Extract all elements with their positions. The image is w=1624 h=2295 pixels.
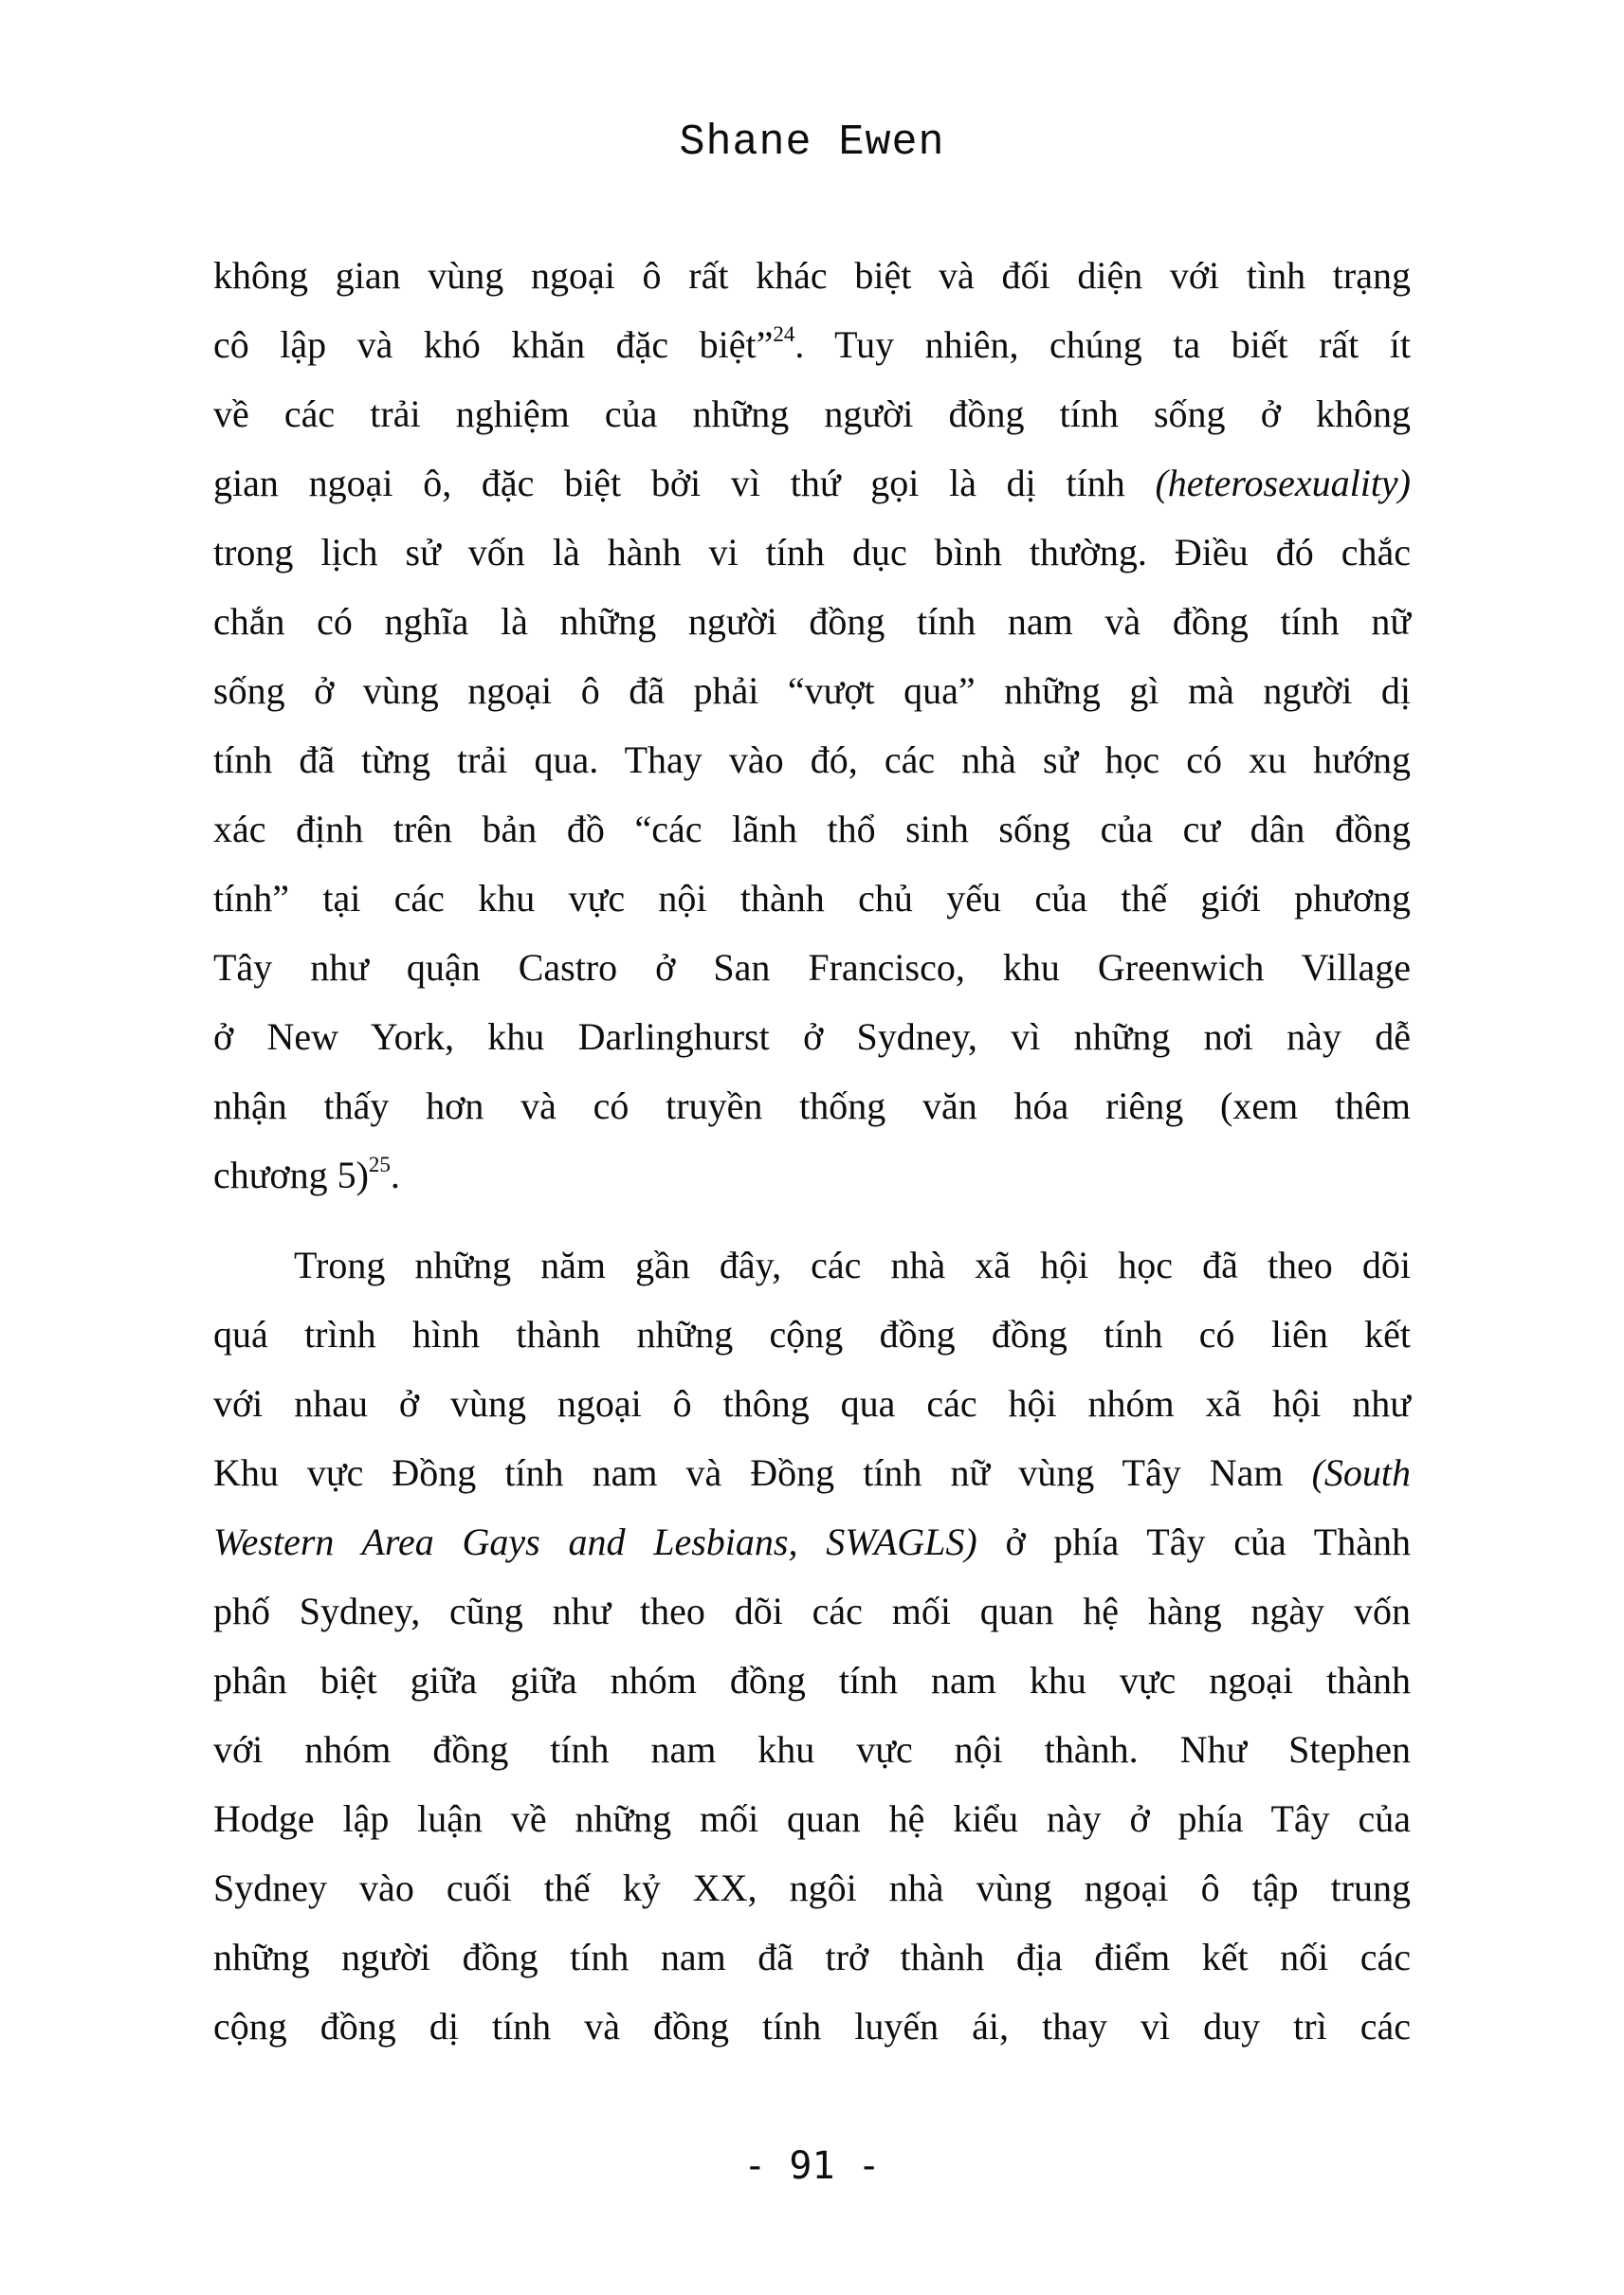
text-segment: tính” tại các khu vực nội thành chủ yếu của thế giới phương <box>213 877 1411 920</box>
page-body-text <box>213 241 1411 2061</box>
paragraph <box>213 241 1411 1210</box>
text-line <box>213 1853 1411 1922</box>
text-line <box>213 1369 1411 1438</box>
text-segment: Hodge lập luận về những mối quan hệ kiểu này ở phía Tây của <box>213 1797 1411 1840</box>
text-line <box>213 864 1411 933</box>
text-segment: về các trải nghiệm của những người đồng tính sống ở không <box>213 392 1411 435</box>
text-line <box>213 794 1411 864</box>
text-segment: ở New York, khu Darlinghurst ở Sydney, vì những nơi này dễ <box>213 1015 1411 1058</box>
footnote-marker: 25 <box>368 1153 391 1176</box>
text-line <box>213 933 1411 1002</box>
footnote-marker: 24 <box>773 322 795 346</box>
text-segment: quá trình hình thành những cộng đồng đồng tính có liên kết <box>213 1313 1411 1356</box>
text-segment: cô lập và khó khăn đặc biệt” <box>213 323 774 366</box>
text-segment: Trong những năm gần đây, các nhà xã hội học đã theo dõi <box>294 1244 1411 1286</box>
text-segment: sống ở vùng ngoại ô đã phải “vượt qua” những gì mà người dị <box>213 669 1411 712</box>
text-segment: nhận thấy hơn và có truyền thống văn hóa riêng (xem thêm <box>213 1084 1411 1127</box>
text-segment: những người đồng tính nam đã trở thành địa điểm kết nối các <box>213 1936 1411 1978</box>
text-line <box>213 1002 1411 1071</box>
text-line <box>213 1576 1411 1646</box>
text-line <box>213 448 1411 518</box>
italic-text: (heterosexuality) <box>1155 462 1411 504</box>
text-line <box>213 241 1411 310</box>
text-segment: . Tuy nhiên, chúng ta biết rất ít <box>794 323 1411 366</box>
text-segment: . <box>390 1154 400 1196</box>
italic-text: Western Area Gays and Lesbians, SWAGLS) <box>213 1521 977 1563</box>
text-segment: gian ngoại ô, đặc biệt bởi vì thứ gọi là dị tính <box>213 462 1156 504</box>
text-segment: chắn có nghĩa là những người đồng tính nam và đồng tính nữ <box>213 600 1411 643</box>
text-line <box>213 379 1411 448</box>
text-line <box>213 1230 1411 1300</box>
text-segment: Tây như quận Castro ở San Francisco, khu Greenwich Village <box>213 946 1411 989</box>
text-line <box>213 587 1411 656</box>
italic-text: (South <box>1311 1451 1411 1494</box>
paragraph <box>213 1230 1411 2061</box>
text-segment: cộng đồng dị tính và đồng tính luyến ái, thay vì duy trì các <box>213 2005 1411 2048</box>
text-line <box>213 1300 1411 1369</box>
text-line <box>213 1992 1411 2061</box>
text-line <box>213 656 1411 725</box>
text-segment: phân biệt giữa giữa nhóm đồng tính nam khu vực ngoại thành <box>213 1659 1411 1702</box>
text-segment: chương 5) <box>213 1154 369 1196</box>
text-segment: xác định trên bản đồ “các lãnh thổ sinh sống của cư dân đồng <box>213 808 1411 850</box>
text-segment: trong lịch sử vốn là hành vi tính dục bình thường. Điều đó chắc <box>213 531 1411 574</box>
text-line <box>213 1715 1411 1784</box>
text-line <box>213 1922 1411 1992</box>
text-line <box>213 1507 1411 1576</box>
text-segment: phố Sydney, cũng như theo dõi các mối quan hệ hàng ngày vốn <box>213 1590 1411 1632</box>
text-line <box>213 1646 1411 1715</box>
text-line <box>213 1140 1411 1210</box>
text-line <box>213 725 1411 794</box>
text-line <box>213 518 1411 587</box>
text-segment: tính đã từng trải qua. Thay vào đó, các nhà sử học có xu hướng <box>213 738 1411 781</box>
text-segment: không gian vùng ngoại ô rất khác biệt và đối diện với tình trạng <box>213 254 1411 297</box>
text-segment: với nhau ở vùng ngoại ô thông qua các hội nhóm xã hội như <box>213 1382 1411 1425</box>
text-line <box>213 1438 1411 1507</box>
text-line <box>213 1071 1411 1140</box>
text-segment: Sydney vào cuối thế kỷ XX, ngôi nhà vùng ngoại ô tập trung <box>213 1867 1411 1909</box>
text-line <box>213 310 1411 379</box>
page-number: - 91 - <box>743 2144 881 2188</box>
text-segment: ở phía Tây của Thành <box>976 1521 1411 1563</box>
running-head-author: Shane Ewen <box>679 118 945 167</box>
text-segment: Khu vực Đồng tính nam và Đồng tính nữ vùng Tây Nam <box>213 1451 1312 1494</box>
text-line <box>213 1784 1411 1853</box>
text-segment: với nhóm đồng tính nam khu vực nội thành. Như Stephen <box>213 1728 1411 1771</box>
